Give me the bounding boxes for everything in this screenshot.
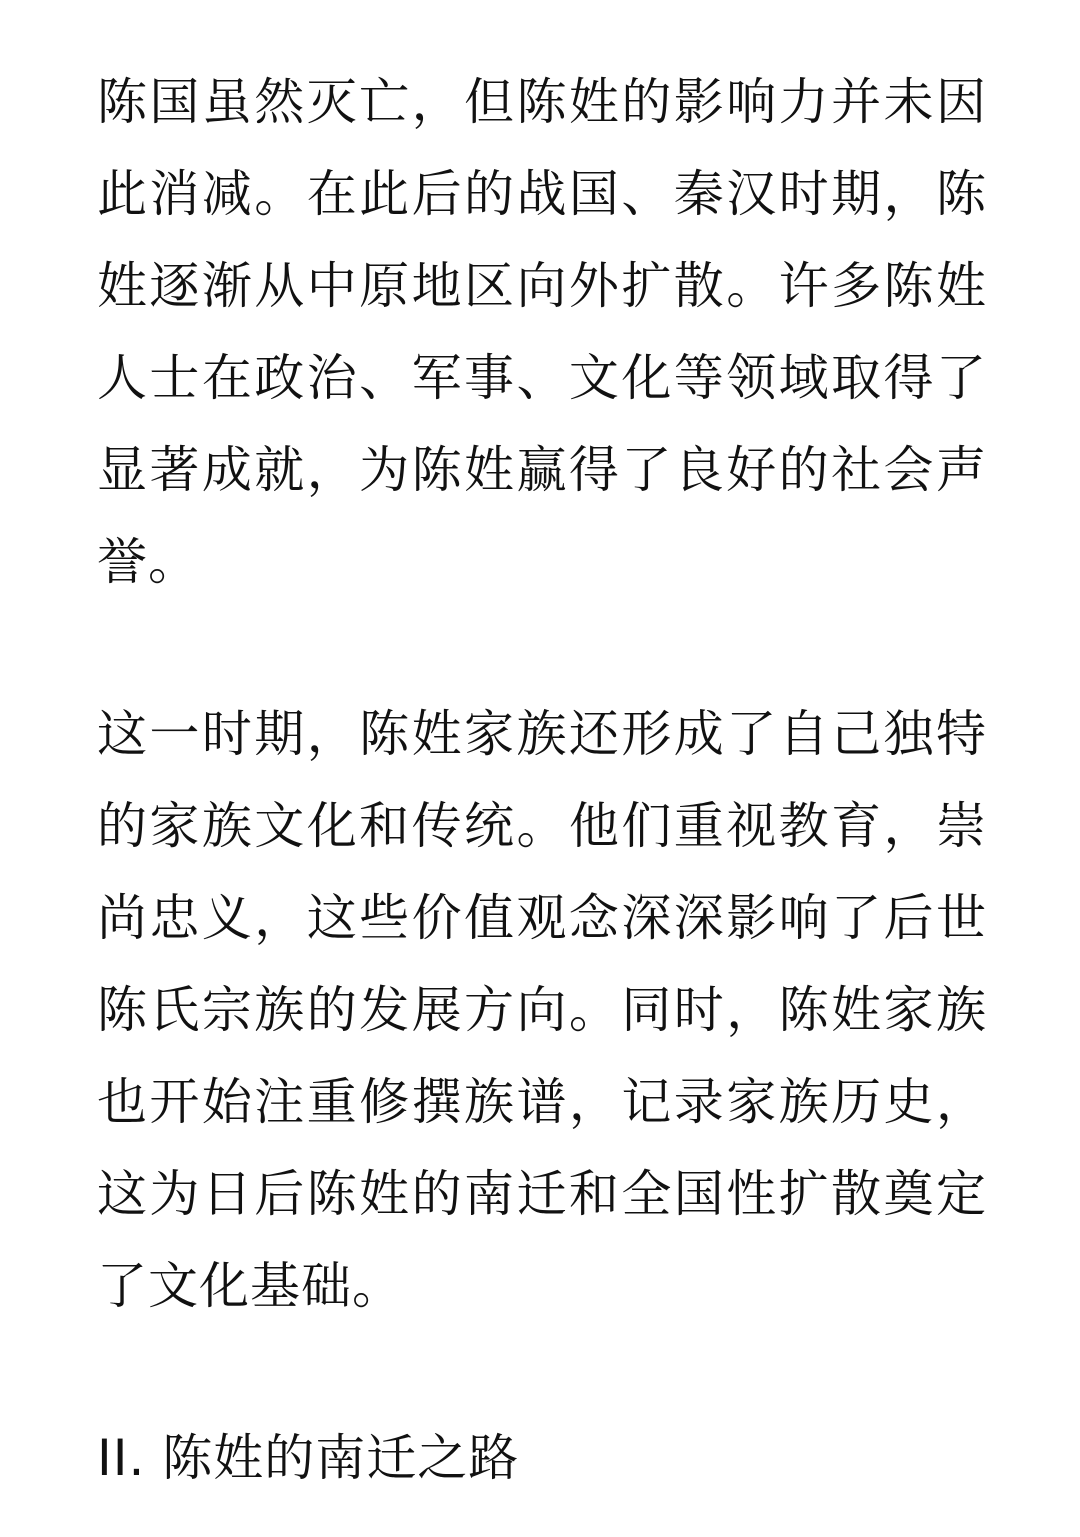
section-heading: II. 陈姓的南迁之路 <box>97 1429 520 1487</box>
paragraph-spacer <box>97 1332 987 1412</box>
paragraph-1: 陈国虽然灭亡，但陈姓的影响力并未因此消减。在此后的战国、秦汉时期，陈姓逐渐从中原地区向外扩散。许多陈姓人士在政治、军事、文化等领域取得了显著成就，为陈姓赢得了良好的社会声誉。 <box>97 73 987 591</box>
article-body <box>97 56 987 1504</box>
paragraph-spacer <box>97 608 987 688</box>
paragraph-2: 这一时期，陈姓家族还形成了自己独特的家族文化和传统。他们重视教育，崇尚忠义，这些价值观念深深影响了后世陈氏宗族的发展方向。同时，陈姓家族也开始注重修撰族谱，记录家族历史，这为日后陈姓的南迁和全国性扩散奠定了文化基础。 <box>97 705 987 1315</box>
